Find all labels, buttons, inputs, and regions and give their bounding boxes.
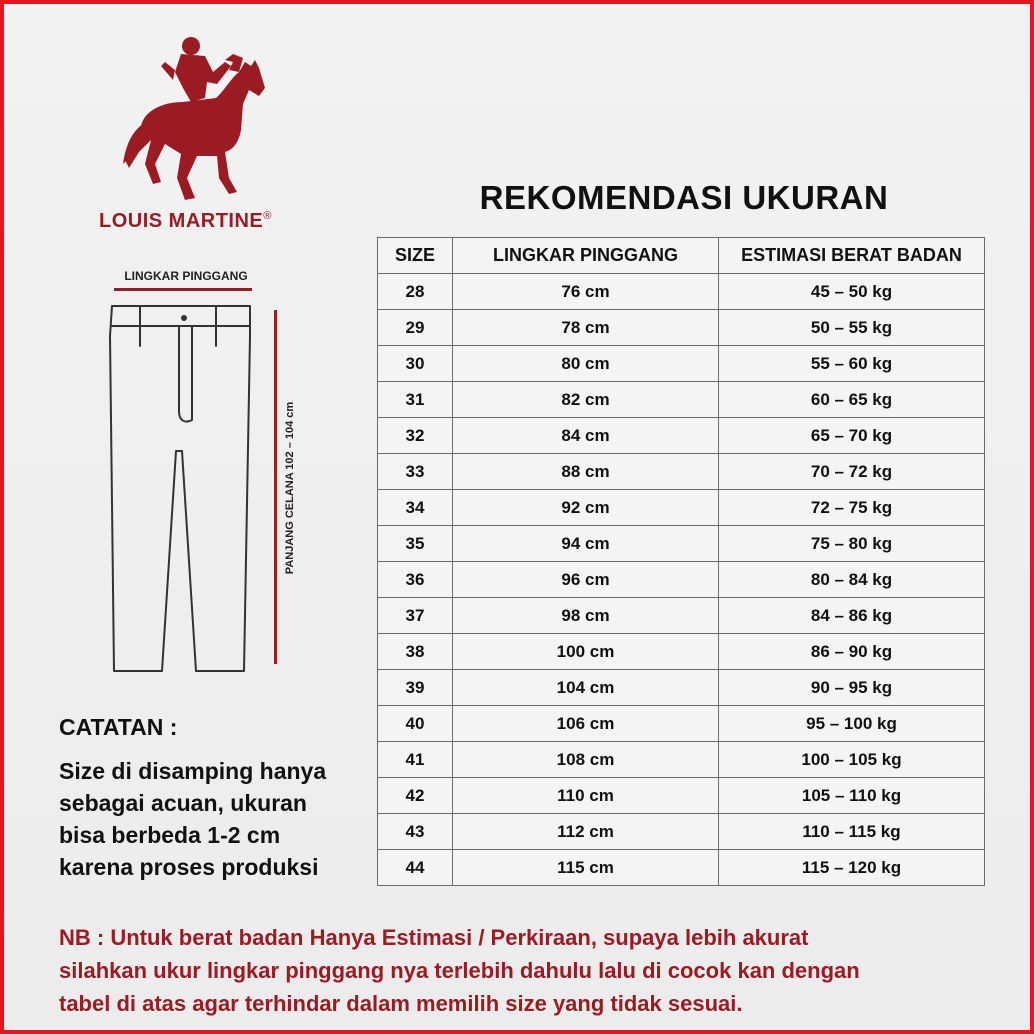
cell-weight: 50 – 55 kg bbox=[719, 310, 985, 346]
size-table bbox=[377, 237, 985, 886]
note-line: Size di disamping hanya bbox=[59, 758, 327, 784]
cell-weight: 70 – 72 kg bbox=[719, 454, 985, 490]
cell-size: 41 bbox=[378, 742, 453, 778]
cell-waist: 110 cm bbox=[453, 778, 719, 814]
cell-size: 37 bbox=[378, 598, 453, 634]
table-header-row bbox=[378, 238, 985, 274]
header-size: SIZE bbox=[378, 238, 453, 274]
cell-size: 32 bbox=[378, 418, 453, 454]
registered-mark: ® bbox=[263, 210, 272, 222]
table-row bbox=[378, 526, 985, 562]
cell-waist: 92 cm bbox=[453, 490, 719, 526]
nb-line: silahkan ukur lingkar pinggang nya terlebih dahulu lalu di cocok kan dengan bbox=[59, 958, 860, 983]
table-row bbox=[378, 850, 985, 886]
cell-waist: 82 cm bbox=[453, 382, 719, 418]
brand-logo bbox=[99, 32, 309, 242]
waist-label: LINGKAR PINGGANG bbox=[124, 269, 248, 283]
cell-waist: 96 cm bbox=[453, 562, 719, 598]
note-title: CATATAN : bbox=[59, 714, 178, 740]
table-row bbox=[378, 814, 985, 850]
note-line: bisa berbeda 1-2 cm bbox=[59, 822, 281, 848]
cell-weight: 72 – 75 kg bbox=[719, 490, 985, 526]
cell-weight: 80 – 84 kg bbox=[719, 562, 985, 598]
table-row bbox=[378, 382, 985, 418]
cell-weight: 45 – 50 kg bbox=[719, 274, 985, 310]
cell-size: 34 bbox=[378, 490, 453, 526]
length-label: PANJANG CELANA 102 – 104 cm bbox=[284, 401, 296, 575]
cell-waist: 78 cm bbox=[453, 310, 719, 346]
table-row bbox=[378, 562, 985, 598]
cell-size: 28 bbox=[378, 274, 453, 310]
cell-waist: 94 cm bbox=[453, 526, 719, 562]
table-row bbox=[378, 490, 985, 526]
cell-waist: 115 cm bbox=[453, 850, 719, 886]
note-line: sebagai acuan, ukuran bbox=[59, 790, 307, 816]
table-row bbox=[378, 742, 985, 778]
cell-size: 44 bbox=[378, 850, 453, 886]
header-waist: LINGKAR PINGGANG bbox=[453, 238, 719, 274]
table-row bbox=[378, 706, 985, 742]
table-row bbox=[378, 598, 985, 634]
cell-weight: 75 – 80 kg bbox=[719, 526, 985, 562]
page-title: REKOMENDASI UKURAN bbox=[479, 179, 889, 216]
cell-waist: 80 cm bbox=[453, 346, 719, 382]
cell-size: 36 bbox=[378, 562, 453, 598]
cell-weight: 90 – 95 kg bbox=[719, 670, 985, 706]
brand-name bbox=[99, 210, 309, 233]
brand-name-text: LOUIS MARTINE bbox=[99, 210, 264, 232]
cell-weight: 115 – 120 kg bbox=[719, 850, 985, 886]
nb-line: tabel di atas agar terhindar dalam memilih size yang tidak sesuai. bbox=[59, 991, 743, 1016]
cell-waist: 76 cm bbox=[453, 274, 719, 310]
cell-waist: 98 cm bbox=[453, 598, 719, 634]
cell-size: 39 bbox=[378, 670, 453, 706]
header-weight: ESTIMASI BERAT BADAN bbox=[719, 238, 985, 274]
cell-weight: 110 – 115 kg bbox=[719, 814, 985, 850]
cell-weight: 105 – 110 kg bbox=[719, 778, 985, 814]
pants-outline-icon bbox=[104, 296, 264, 676]
cell-waist: 104 cm bbox=[453, 670, 719, 706]
cell-size: 40 bbox=[378, 706, 453, 742]
cell-size: 43 bbox=[378, 814, 453, 850]
table-row bbox=[378, 418, 985, 454]
cell-size: 35 bbox=[378, 526, 453, 562]
cell-size: 30 bbox=[378, 346, 453, 382]
note-line: karena proses produksi bbox=[59, 854, 319, 880]
cell-waist: 112 cm bbox=[453, 814, 719, 850]
cell-waist: 108 cm bbox=[453, 742, 719, 778]
cell-size: 38 bbox=[378, 634, 453, 670]
cell-waist: 100 cm bbox=[453, 634, 719, 670]
cell-size: 31 bbox=[378, 382, 453, 418]
cell-size: 29 bbox=[378, 310, 453, 346]
length-measure-line bbox=[274, 310, 277, 664]
cell-waist: 88 cm bbox=[453, 454, 719, 490]
nb-line: NB : Untuk berat badan Hanya Estimasi / Perkiraan, supaya lebih akurat bbox=[59, 925, 809, 950]
cell-size: 33 bbox=[378, 454, 453, 490]
cell-weight: 86 – 90 kg bbox=[719, 634, 985, 670]
cell-size: 42 bbox=[378, 778, 453, 814]
cell-weight: 95 – 100 kg bbox=[719, 706, 985, 742]
table-row bbox=[378, 310, 985, 346]
cell-weight: 84 – 86 kg bbox=[719, 598, 985, 634]
table-row bbox=[378, 454, 985, 490]
table-row bbox=[378, 346, 985, 382]
cell-weight: 55 – 60 kg bbox=[719, 346, 985, 382]
cell-weight: 65 – 70 kg bbox=[719, 418, 985, 454]
table-row bbox=[378, 634, 985, 670]
cell-waist: 84 cm bbox=[453, 418, 719, 454]
table-row bbox=[378, 274, 985, 310]
table-row bbox=[378, 670, 985, 706]
cell-weight: 100 – 105 kg bbox=[719, 742, 985, 778]
horse-rider-logo bbox=[121, 32, 271, 207]
cell-weight: 60 – 65 kg bbox=[719, 382, 985, 418]
waist-measure-line bbox=[114, 288, 252, 291]
table-row bbox=[378, 778, 985, 814]
cell-waist: 106 cm bbox=[453, 706, 719, 742]
